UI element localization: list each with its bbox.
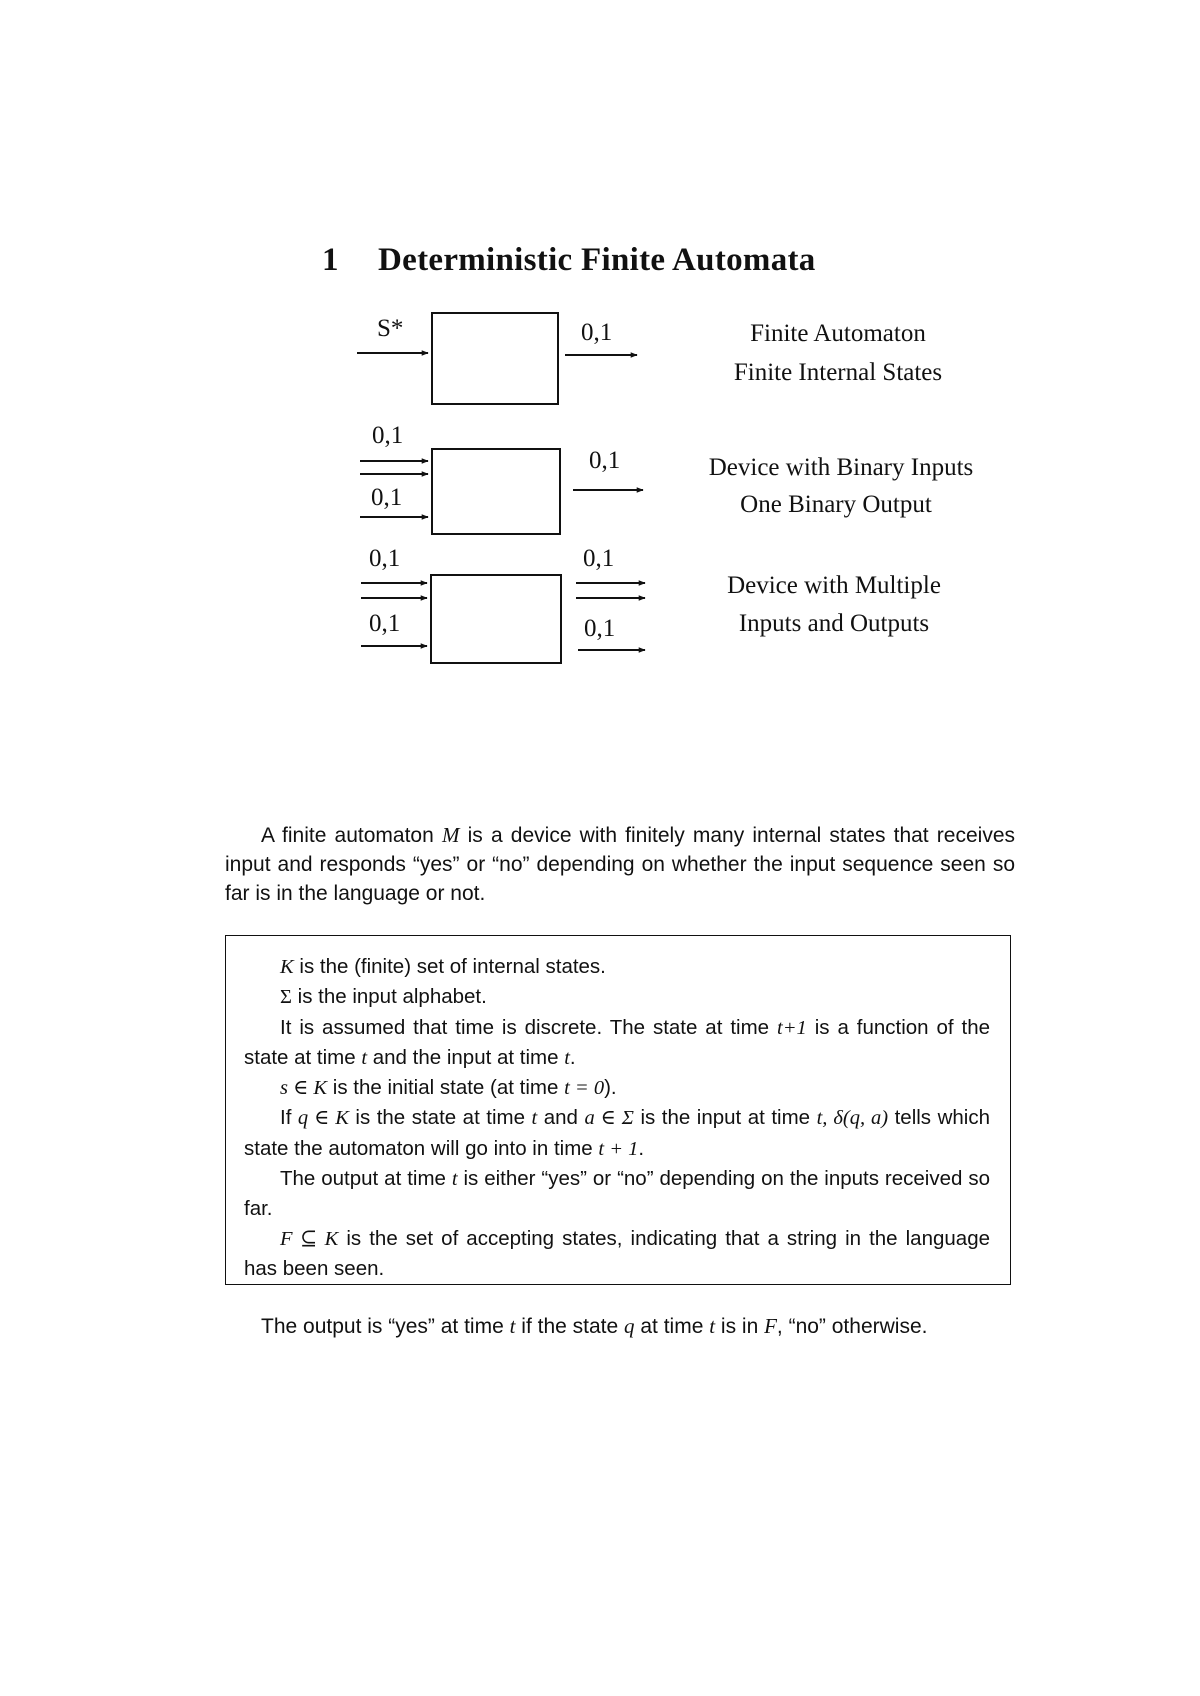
definition-output: The output at time t is either “yes” or “no” depending on the inputs received so far. [244,1167,990,1221]
definition-initial-state: s ∈ K is the initial state (at time t = 0). [280,1076,617,1100]
input-label: S* [377,315,404,342]
output-label: 0,1 [583,545,615,572]
automata-diagram [0,0,1200,700]
state-box [431,575,561,663]
output-label: 0,1 [581,319,613,346]
definition-states: K is the (finite) set of internal states. [280,955,606,978]
definition-time: It is assumed that time is discrete. The state at time t+1 is a function of the state at time t and the input at time t. [244,1015,991,1069]
caption-line: Device with Binary Inputs [708,454,974,481]
caption-line: One Binary Output [740,491,932,518]
binary-input-device [360,422,973,534]
output-label: 0,1 [584,615,616,642]
output-label: 0,1 [589,447,621,474]
multi-io-device [361,545,941,663]
input-label: 0,1 [371,484,403,511]
input-label: 0,1 [369,610,401,637]
definition-alphabet: Σ is the input alphabet. [280,985,487,1009]
math-symbol: M [441,823,460,847]
section-title: Deterministic Finite Automata [378,242,816,278]
state-box [432,449,560,534]
caption-line: Finite Internal States [733,359,943,386]
caption-line: Finite Automaton [750,320,926,347]
caption-line: Device with Multiple [727,572,941,599]
caption-line: Inputs and Outputs [738,610,930,637]
input-label: 0,1 [372,422,404,449]
input-label: 0,1 [369,545,401,572]
state-box [432,313,558,404]
section-number: 1 [322,242,339,278]
conclusion-paragraph: The output is “yes” at time t if the state q at time t is in F, “no” otherwise. [261,1314,928,1338]
definition-box [225,935,1011,1285]
intro-paragraph: A finite automaton M is a device with finitely many internal states that receives input and responds “yes” or “no” depending on whether the input sequence seen so far is in the language or not. [225,823,1015,905]
finite-automaton-device [357,313,942,404]
definition-transition: If q ∈ K is the state at time t and a ∈ Σ is the input at time t, δ(q, a) tells which state the automaton will go into in time t + 1. [244,1106,990,1160]
definition-accepting-states: F ⊆ K is the set of accepting states, indicating that a string in the language has been seen. [244,1226,990,1280]
